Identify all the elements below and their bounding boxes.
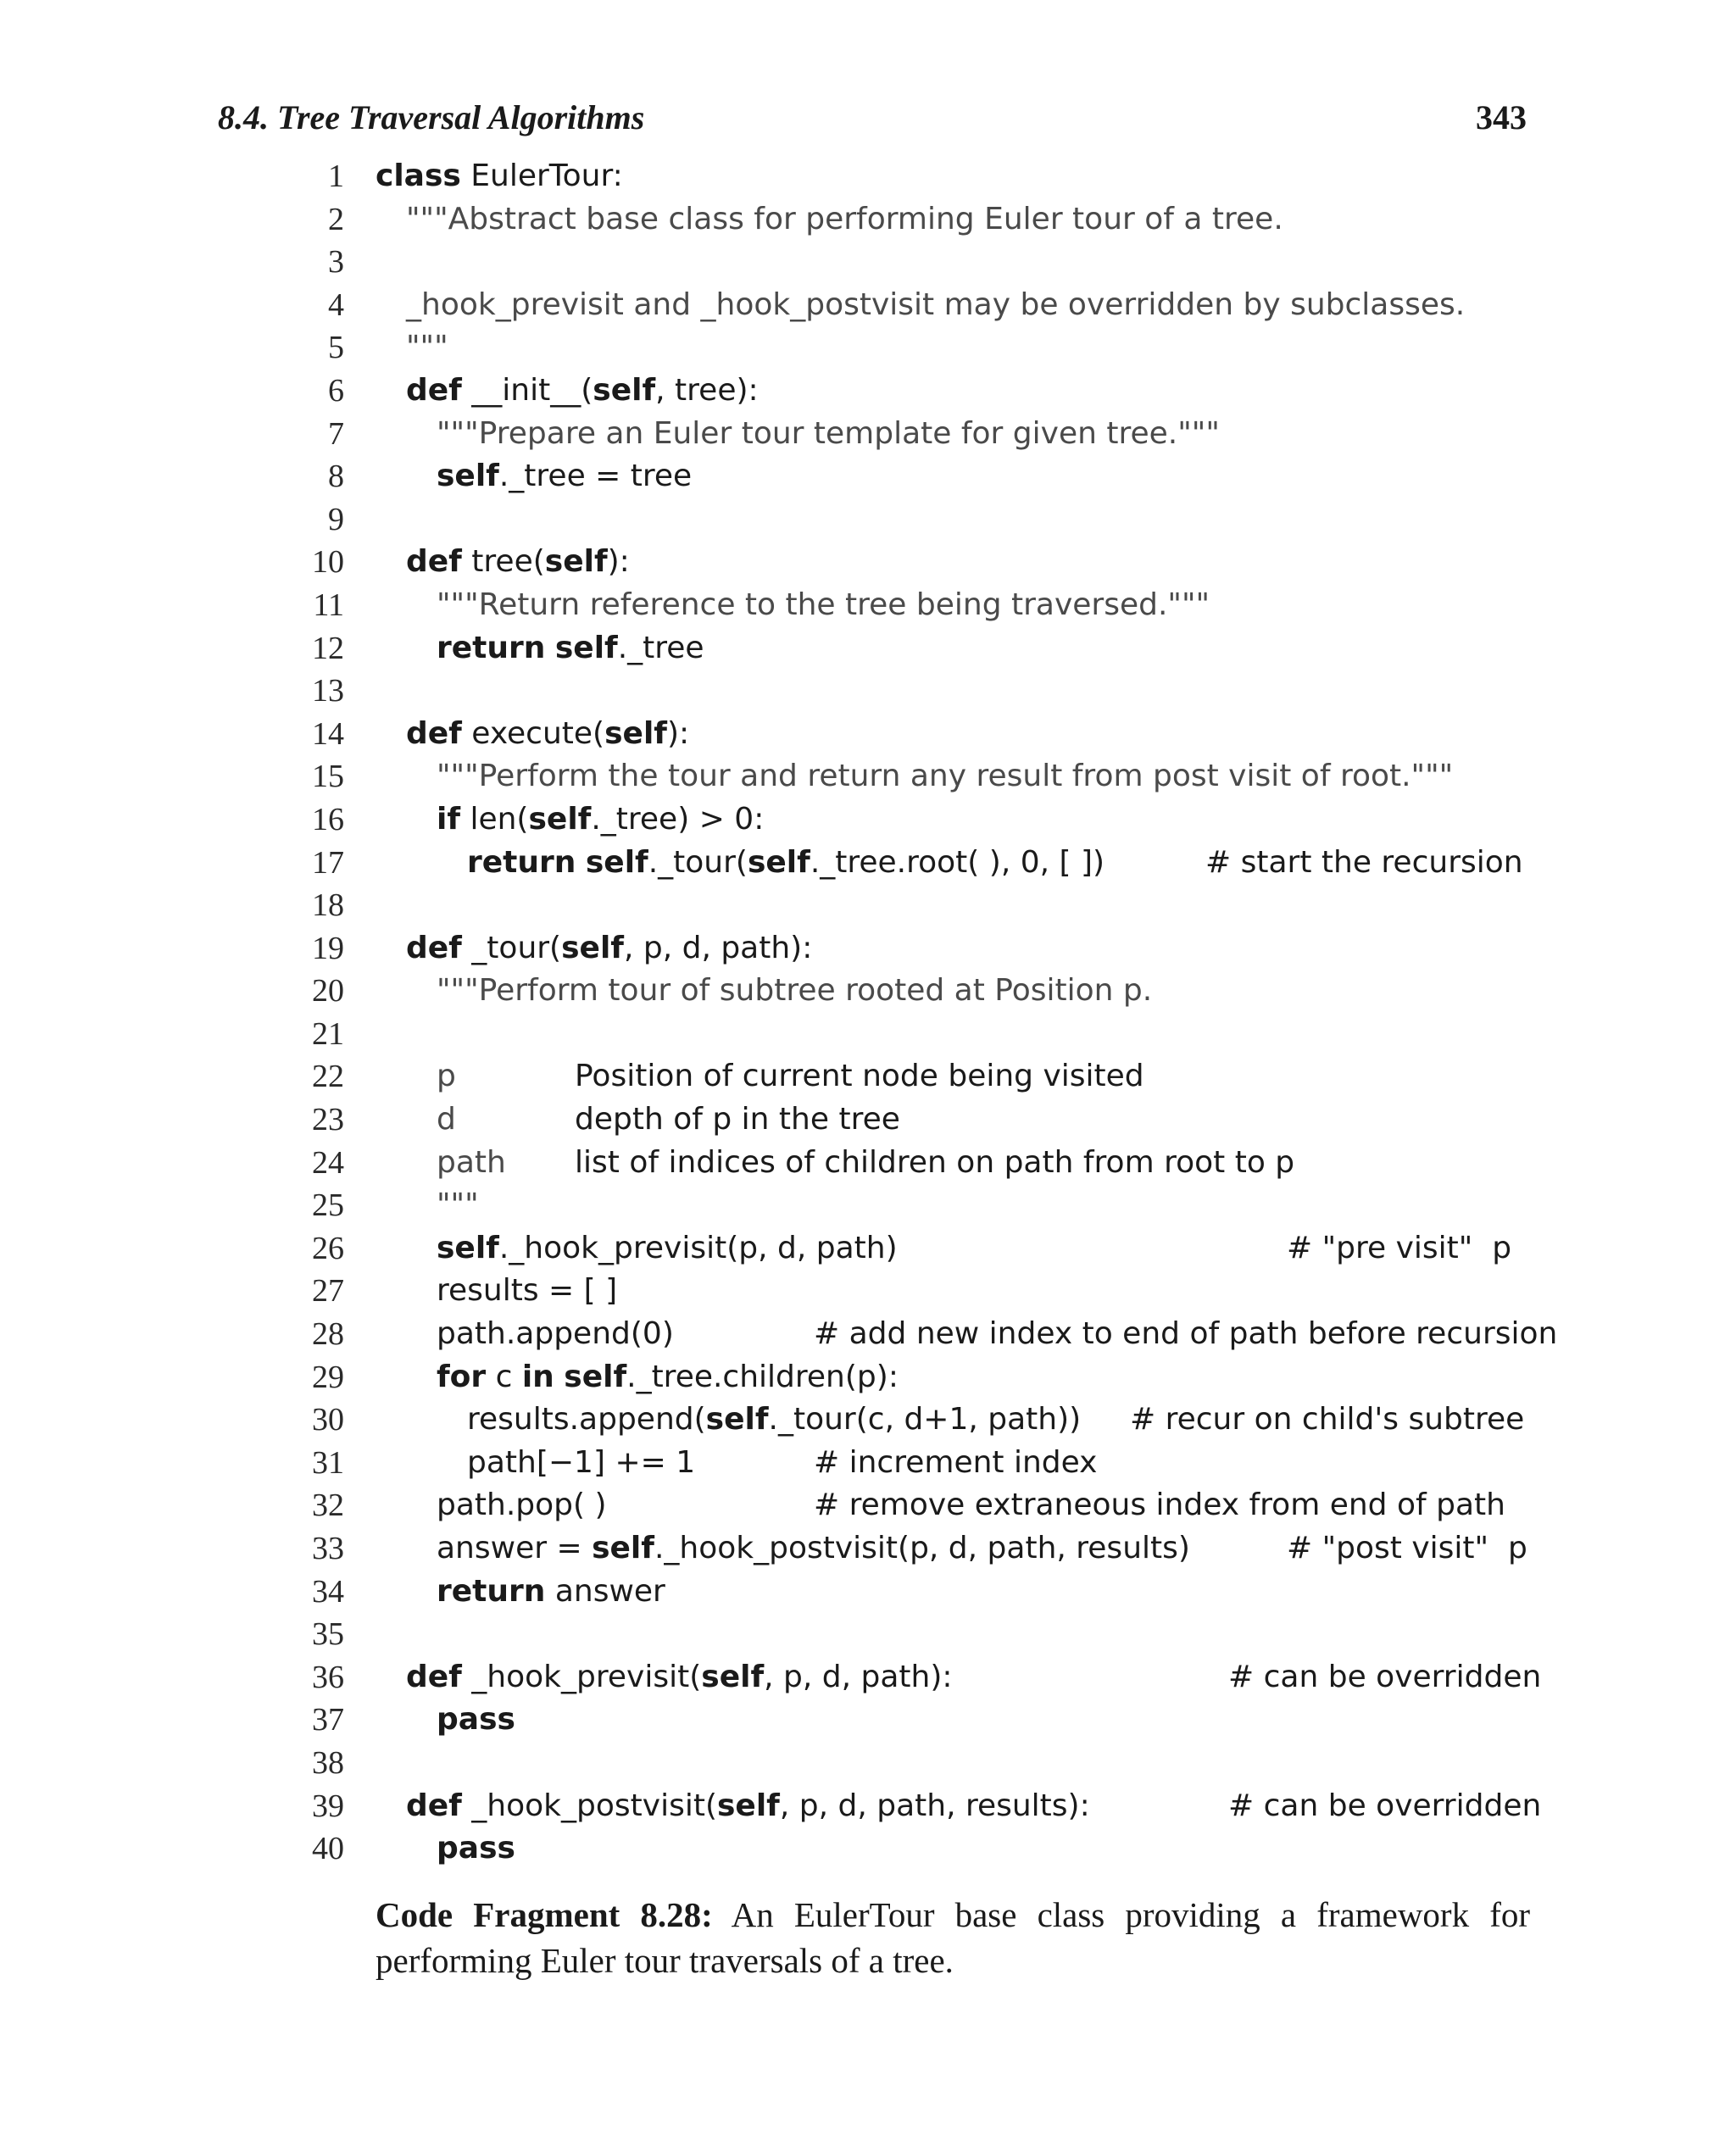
line-number: 18	[312, 887, 344, 924]
code-token: answer	[545, 1573, 665, 1609]
keyword: class	[376, 158, 461, 193]
keyword: self	[585, 844, 648, 880]
code-token: ._tour(	[648, 844, 748, 880]
code-line	[0, 413, 1736, 456]
code-text	[437, 1699, 515, 1742]
line-number: 14	[312, 715, 344, 752]
code-text	[437, 413, 1220, 456]
docstring: """Prepare an Euler tour template for given tree."""	[437, 415, 1220, 451]
line-number: 20	[312, 973, 344, 1009]
code-comment: # "pre visit" p	[1287, 1230, 1512, 1265]
code-line	[0, 1013, 1736, 1056]
line-number: 22	[312, 1059, 344, 1095]
param-description: Position of current node being visited	[575, 1059, 1144, 1094]
code-comment: # recur on child's subtree	[1130, 1402, 1525, 1438]
keyword: self	[604, 715, 667, 751]
code-comment: # can be overridden	[1228, 1788, 1542, 1823]
code-text	[467, 1399, 1081, 1442]
code-line	[0, 1356, 1736, 1399]
keyword: def	[406, 1788, 462, 1823]
line-number: 36	[312, 1659, 344, 1695]
line-number: 2	[328, 201, 344, 237]
code-token: ._tour(c, d+1, path))	[768, 1402, 1082, 1438]
line-number: 38	[312, 1744, 344, 1781]
code-text	[437, 1313, 674, 1356]
line-number: 1	[328, 158, 344, 194]
code-line	[0, 927, 1736, 970]
code-text	[437, 798, 764, 842]
line-number: 30	[312, 1402, 344, 1438]
keyword: def	[406, 372, 462, 408]
code-token: c	[486, 1359, 522, 1394]
keyword: self	[564, 1359, 627, 1394]
code-line	[0, 155, 1736, 198]
caption-text: An EulerTour base class providing a framework for performing Euler tour traversals of a tree.	[376, 1895, 1531, 1980]
code-text	[437, 755, 1453, 798]
code-comment: # can be overridden	[1228, 1659, 1542, 1694]
code-text	[437, 1270, 617, 1313]
line-number: 7	[328, 415, 344, 452]
keyword: self	[705, 1402, 769, 1438]
line-number: 8	[328, 459, 344, 495]
code-text	[406, 713, 689, 756]
code-token: ._tree.root( ), 0, [ ])	[810, 844, 1105, 880]
code-line	[0, 1442, 1736, 1485]
code-token: __init__(	[461, 372, 593, 408]
code-token: , tree):	[655, 372, 759, 408]
code-line	[0, 1098, 1736, 1142]
line-number: 29	[312, 1359, 344, 1395]
line-number: 11	[313, 587, 344, 623]
code-text	[437, 1527, 1190, 1571]
line-number: 6	[328, 372, 344, 409]
code-text	[406, 1656, 953, 1699]
code-token: _tour(	[461, 930, 562, 965]
keyword: in	[521, 1359, 554, 1394]
keyword: def	[406, 544, 462, 580]
code-line	[0, 798, 1736, 842]
line-number: 35	[312, 1616, 344, 1653]
code-token	[576, 845, 585, 880]
code-text	[406, 370, 759, 413]
code-text	[437, 1142, 506, 1185]
docstring: """Return reference to the tree being traversed."""	[437, 587, 1210, 622]
param-description: depth of p in the tree	[575, 1102, 900, 1137]
section-title: 8.4. Tree Traversal Algorithms	[218, 98, 645, 136]
code-text	[467, 842, 1104, 885]
docstring: """Abstract base class for performing Euler tour of a tree.	[406, 201, 1283, 236]
code-token: tree(	[461, 544, 545, 580]
code-line	[0, 1613, 1736, 1656]
line-number: 23	[312, 1102, 344, 1138]
code-line	[0, 1527, 1736, 1571]
line-number: 37	[312, 1702, 344, 1738]
keyword: return	[467, 844, 576, 880]
code-token: EulerTour:	[460, 158, 623, 193]
code-text	[467, 1442, 695, 1485]
code-text	[437, 584, 1210, 627]
code-token: ):	[666, 715, 690, 751]
code-line	[0, 326, 1736, 370]
keyword: self	[592, 1531, 654, 1565]
line-number: 4	[328, 286, 344, 323]
line-number: 16	[312, 801, 344, 837]
line-number: 13	[312, 673, 344, 709]
code-line	[0, 1270, 1736, 1313]
line-number: 25	[312, 1187, 344, 1224]
code-token: ._tree	[617, 630, 704, 665]
keyword: self	[554, 630, 618, 665]
keyword: self	[544, 544, 608, 580]
code-token: _hook_postvisit(	[461, 1788, 717, 1823]
keyword: self	[561, 930, 624, 965]
code-text	[437, 1356, 899, 1399]
line-number: 34	[312, 1573, 344, 1610]
code-line	[0, 241, 1736, 284]
code-text	[437, 970, 1152, 1013]
code-text	[437, 1098, 456, 1142]
line-number: 19	[312, 930, 344, 966]
code-line	[0, 584, 1736, 627]
code-token: , p, d, path, results):	[779, 1788, 1090, 1823]
docstring: p	[437, 1059, 456, 1094]
line-number: 10	[312, 544, 344, 581]
line-number: 12	[312, 630, 344, 666]
code-line	[0, 670, 1736, 713]
code-text	[437, 1055, 456, 1098]
keyword: def	[406, 715, 462, 751]
page-number: 343	[1476, 98, 1527, 136]
keyword: self	[437, 1230, 499, 1265]
code-token: ._tree = tree	[498, 459, 693, 494]
code-text	[376, 155, 623, 198]
code-text	[406, 541, 630, 584]
code-comment: # start the recursion	[1205, 844, 1523, 880]
code-line	[0, 1484, 1736, 1527]
keyword: self	[747, 844, 810, 880]
code-line	[0, 498, 1736, 542]
code-line	[0, 755, 1736, 798]
code-comment: # remove extraneous index from end of path	[814, 1488, 1505, 1523]
line-number: 24	[312, 1144, 344, 1181]
code-token: ._tree.children(p):	[626, 1359, 899, 1394]
line-number: 32	[312, 1488, 344, 1524]
code-line	[0, 1227, 1736, 1271]
keyword: return	[437, 1573, 546, 1609]
code-token: results.append(	[467, 1402, 706, 1438]
keyword: self	[593, 372, 656, 408]
line-number: 31	[312, 1444, 344, 1481]
keyword: if	[437, 801, 461, 837]
code-text	[437, 1484, 607, 1527]
line-number: 17	[312, 844, 344, 881]
code-text	[437, 1827, 515, 1871]
line-number: 15	[312, 759, 344, 795]
code-token: execute(	[461, 715, 605, 751]
code-token: path[−1] += 1	[467, 1444, 696, 1480]
keyword: pass	[437, 1831, 515, 1866]
keyword: for	[437, 1359, 487, 1394]
line-number: 26	[312, 1230, 344, 1266]
keyword: self	[437, 459, 499, 494]
docstring: """Perform tour of subtree rooted at Position p.	[437, 973, 1153, 1009]
code-token: path.append(0)	[437, 1316, 674, 1352]
keyword: pass	[437, 1702, 515, 1738]
code-text	[437, 455, 692, 498]
line-number: 5	[328, 330, 344, 366]
code-comment: # "post visit" p	[1287, 1531, 1527, 1565]
docstring: path	[437, 1144, 506, 1180]
code-token: ._hook_postvisit(p, d, path, results)	[654, 1531, 1190, 1565]
code-line	[0, 370, 1736, 413]
code-line	[0, 455, 1736, 498]
code-token	[554, 1360, 564, 1394]
code-text	[437, 627, 704, 670]
code-line	[0, 284, 1736, 327]
code-token: , p, d, path):	[764, 1659, 953, 1694]
code-text	[406, 284, 1465, 327]
page-header	[218, 97, 1527, 148]
param-description: list of indices of children on path from root to p	[575, 1144, 1295, 1180]
code-line	[0, 1571, 1736, 1614]
docstring: _hook_previsit and _hook_postvisit may be overridden by subclasses.	[406, 286, 1466, 322]
code-token: ._tree) > 0:	[591, 801, 765, 837]
keyword: self	[528, 801, 592, 837]
code-line	[0, 842, 1736, 885]
line-number: 27	[312, 1273, 344, 1310]
code-line	[0, 1827, 1736, 1871]
code-line	[0, 627, 1736, 670]
code-line	[0, 1656, 1736, 1699]
docstring: """Perform the tour and return any result from post visit of root."""	[437, 759, 1454, 794]
line-number: 39	[312, 1788, 344, 1824]
code-token: answer =	[437, 1531, 593, 1565]
code-line	[0, 713, 1736, 756]
code-line	[0, 884, 1736, 927]
line-number: 9	[328, 501, 344, 537]
code-text	[406, 198, 1283, 242]
keyword: def	[406, 930, 462, 965]
keyword: self	[701, 1659, 765, 1694]
code-caption	[376, 1892, 1530, 1983]
code-comment: # increment index	[814, 1444, 1098, 1480]
code-token: _hook_previsit(	[461, 1659, 702, 1694]
code-token: ):	[607, 544, 630, 580]
code-line	[0, 1742, 1736, 1785]
line-number: 3	[328, 244, 344, 281]
keyword: def	[406, 1659, 462, 1694]
code-line	[0, 1785, 1736, 1828]
code-line	[0, 1184, 1736, 1227]
code-token: results = [ ]	[437, 1273, 618, 1309]
code-token	[545, 631, 554, 665]
code-comment: # add new index to end of path before recursion	[814, 1316, 1558, 1352]
docstring: d	[437, 1102, 456, 1137]
code-token: ._hook_previsit(p, d, path)	[498, 1230, 898, 1265]
code-text	[406, 326, 448, 370]
keyword: return	[437, 630, 546, 665]
docstring: """	[437, 1187, 479, 1223]
code-text	[406, 927, 812, 970]
code-text	[437, 1227, 898, 1271]
code-token: path.pop( )	[437, 1488, 607, 1523]
docstring: """	[406, 330, 448, 365]
code-line	[0, 1055, 1736, 1098]
line-number: 33	[312, 1531, 344, 1566]
code-line	[0, 1313, 1736, 1356]
caption-label: Code Fragment 8.28:	[376, 1895, 713, 1934]
code-line	[0, 1699, 1736, 1742]
code-text	[406, 1785, 1090, 1828]
code-line	[0, 541, 1736, 584]
code-token: , p, d, path):	[623, 930, 813, 965]
code-text	[437, 1184, 479, 1227]
keyword: self	[717, 1788, 780, 1823]
code-line	[0, 1399, 1736, 1442]
code-line	[0, 1142, 1736, 1185]
line-number: 21	[312, 1015, 344, 1052]
code-line	[0, 970, 1736, 1013]
code-line	[0, 198, 1736, 242]
code-listing	[0, 155, 1736, 1871]
code-token: len(	[460, 801, 529, 837]
code-text	[437, 1571, 665, 1614]
line-number: 40	[312, 1831, 344, 1867]
line-number: 28	[312, 1316, 344, 1353]
